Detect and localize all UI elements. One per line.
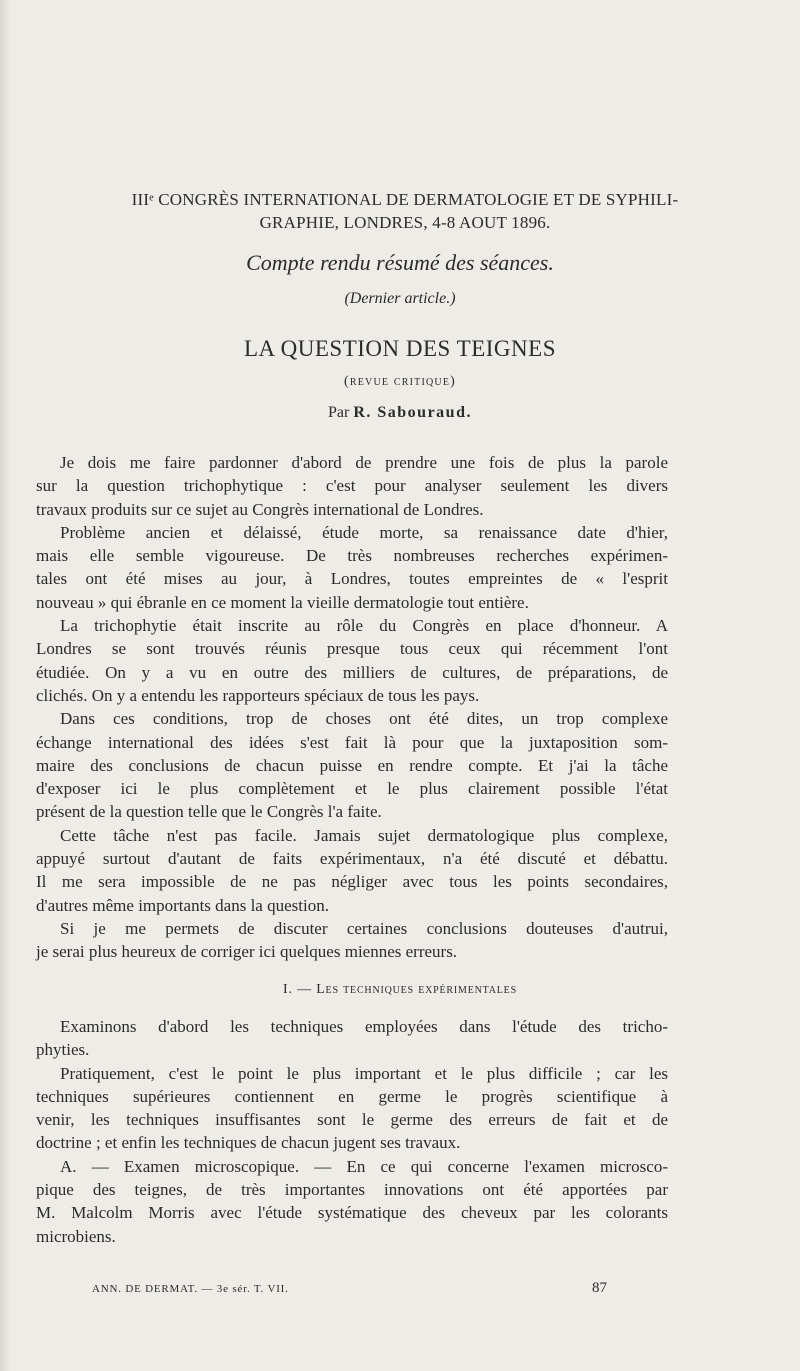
text-line: venir, les techniques insuffisantes sont le germe des erreurs de fait et de xyxy=(36,1110,668,1130)
text-line: sur la question trichophytique : c'est pour analyser seulement les divers xyxy=(36,476,668,496)
byline xyxy=(0,404,800,422)
text-line: étudiée. On y a vu en outre des milliers de cultures, de préparations, de xyxy=(36,662,668,682)
text-line: Examinons d'abord les techniques employées dans l'étude des tricho- xyxy=(60,1017,668,1036)
text-line: appuyé surtout d'autant de faits expérimentaux, n'a été discuté et débattu. xyxy=(36,849,668,869)
text-line: A. — Examen microscopique. — En ce qui concerne l'examen microsco- xyxy=(60,1156,668,1176)
text-line: pique des teignes, de très importantes innovations ont été apportées par xyxy=(36,1180,668,1200)
text-line: Londres se sont trouvés réunis presque tous ceux qui récemment l'ont xyxy=(36,639,668,659)
text-line: Je dois me faire pardonner d'abord de prendre une fois de plus la parole xyxy=(60,453,668,472)
text-line: doctrine ; et enfin les techniques de chacun jugent ses travaux. xyxy=(36,1133,461,1153)
article-kind: (revue critique) xyxy=(343,374,456,389)
text-line: d'autres même importants dans la question. xyxy=(36,895,329,915)
journal-reference: ANN. DE DERMAT. — 3e sér. T. VII. xyxy=(92,1283,289,1295)
text-line: Pratiquement, c'est le point le plus important et le plus difficile ; car les xyxy=(60,1063,668,1083)
text-line: clichés. On y a entendu les rapporteurs spéciaux de tous les pays. xyxy=(36,685,480,705)
congress-title-line-1: IIIᵉ CONGRÈS INTERNATIONAL DE DERMATOLOGIE ET DE SYPHILI- xyxy=(131,190,679,209)
text-line: travaux produits sur ce sujet au Congrès international de Londres. xyxy=(36,499,484,519)
text-line: échange international des idées s'est fait là pour que la juxtaposition som- xyxy=(36,732,668,752)
text-line: microbiens. xyxy=(36,1226,116,1246)
text-line: nouveau » qui ébranle en ce moment la vieille dermatologie tout entière. xyxy=(36,592,529,612)
text-line: tales ont été mises au jour, à Londres, toutes empreintes de « l'esprit xyxy=(36,569,668,589)
text-line: je serai plus heureux de corriger ici quelques miennes erreurs. xyxy=(36,942,458,962)
article-title: LA QUESTION DES TEIGNES xyxy=(244,336,556,361)
text-line: La trichophytie était inscrite au rôle du Congrès en place d'honneur. A xyxy=(60,616,668,636)
byline-prefix: Par xyxy=(328,404,350,421)
author-name: R. Sabouraud. xyxy=(353,404,472,421)
text-line: techniques supérieures contiennent en germe le progrès scientifique à xyxy=(36,1086,668,1106)
text-line: Dans ces conditions, trop de choses ont été dites, un trop complexe xyxy=(60,709,668,729)
section-text xyxy=(36,1015,668,1248)
text-line: phyties. xyxy=(36,1040,90,1060)
text-line: Il me sera impossible de ne pas négliger avec tous les points secondaires, xyxy=(36,872,668,892)
text-line: mais elle semble vigoureuse. De très nombreuses recherches expérimen- xyxy=(36,546,668,566)
text-line: maire des conclusions de chacun puisse en rendre compte. Et j'ai la tâche xyxy=(36,755,668,775)
congress-title-line-2: GRAPHIE, LONDRES, 4-8 AOUT 1896. xyxy=(259,213,551,232)
text-line: Si je me permets de discuter certaines conclusions douteuses d'autrui, xyxy=(60,918,668,938)
congress-title xyxy=(60,188,750,234)
report-subtitle: Compte rendu résumé des séances. xyxy=(246,250,554,275)
section-heading: I. — Les techniques expérimentales xyxy=(283,982,517,997)
text-line: d'exposer ici le plus complètement et le plus clairement possible l'état xyxy=(36,779,668,799)
page-number: 87 xyxy=(592,1280,607,1296)
text-line: M. Malcolm Morris avec l'étude systématique des cheveux par les colorants xyxy=(36,1203,668,1223)
text-line: Cette tâche n'est pas facile. Jamais sujet dermatologique plus complexe, xyxy=(60,825,668,845)
text-line: présent de la question telle que le Congrès l'a faite. xyxy=(36,802,382,822)
article-note: (Dernier article.) xyxy=(344,290,456,307)
page-edge-shadow xyxy=(0,0,10,1371)
text-line: Problème ancien et délaissé, étude morte, sa renaissance date d'hier, xyxy=(60,522,668,542)
intro-text xyxy=(36,451,668,964)
